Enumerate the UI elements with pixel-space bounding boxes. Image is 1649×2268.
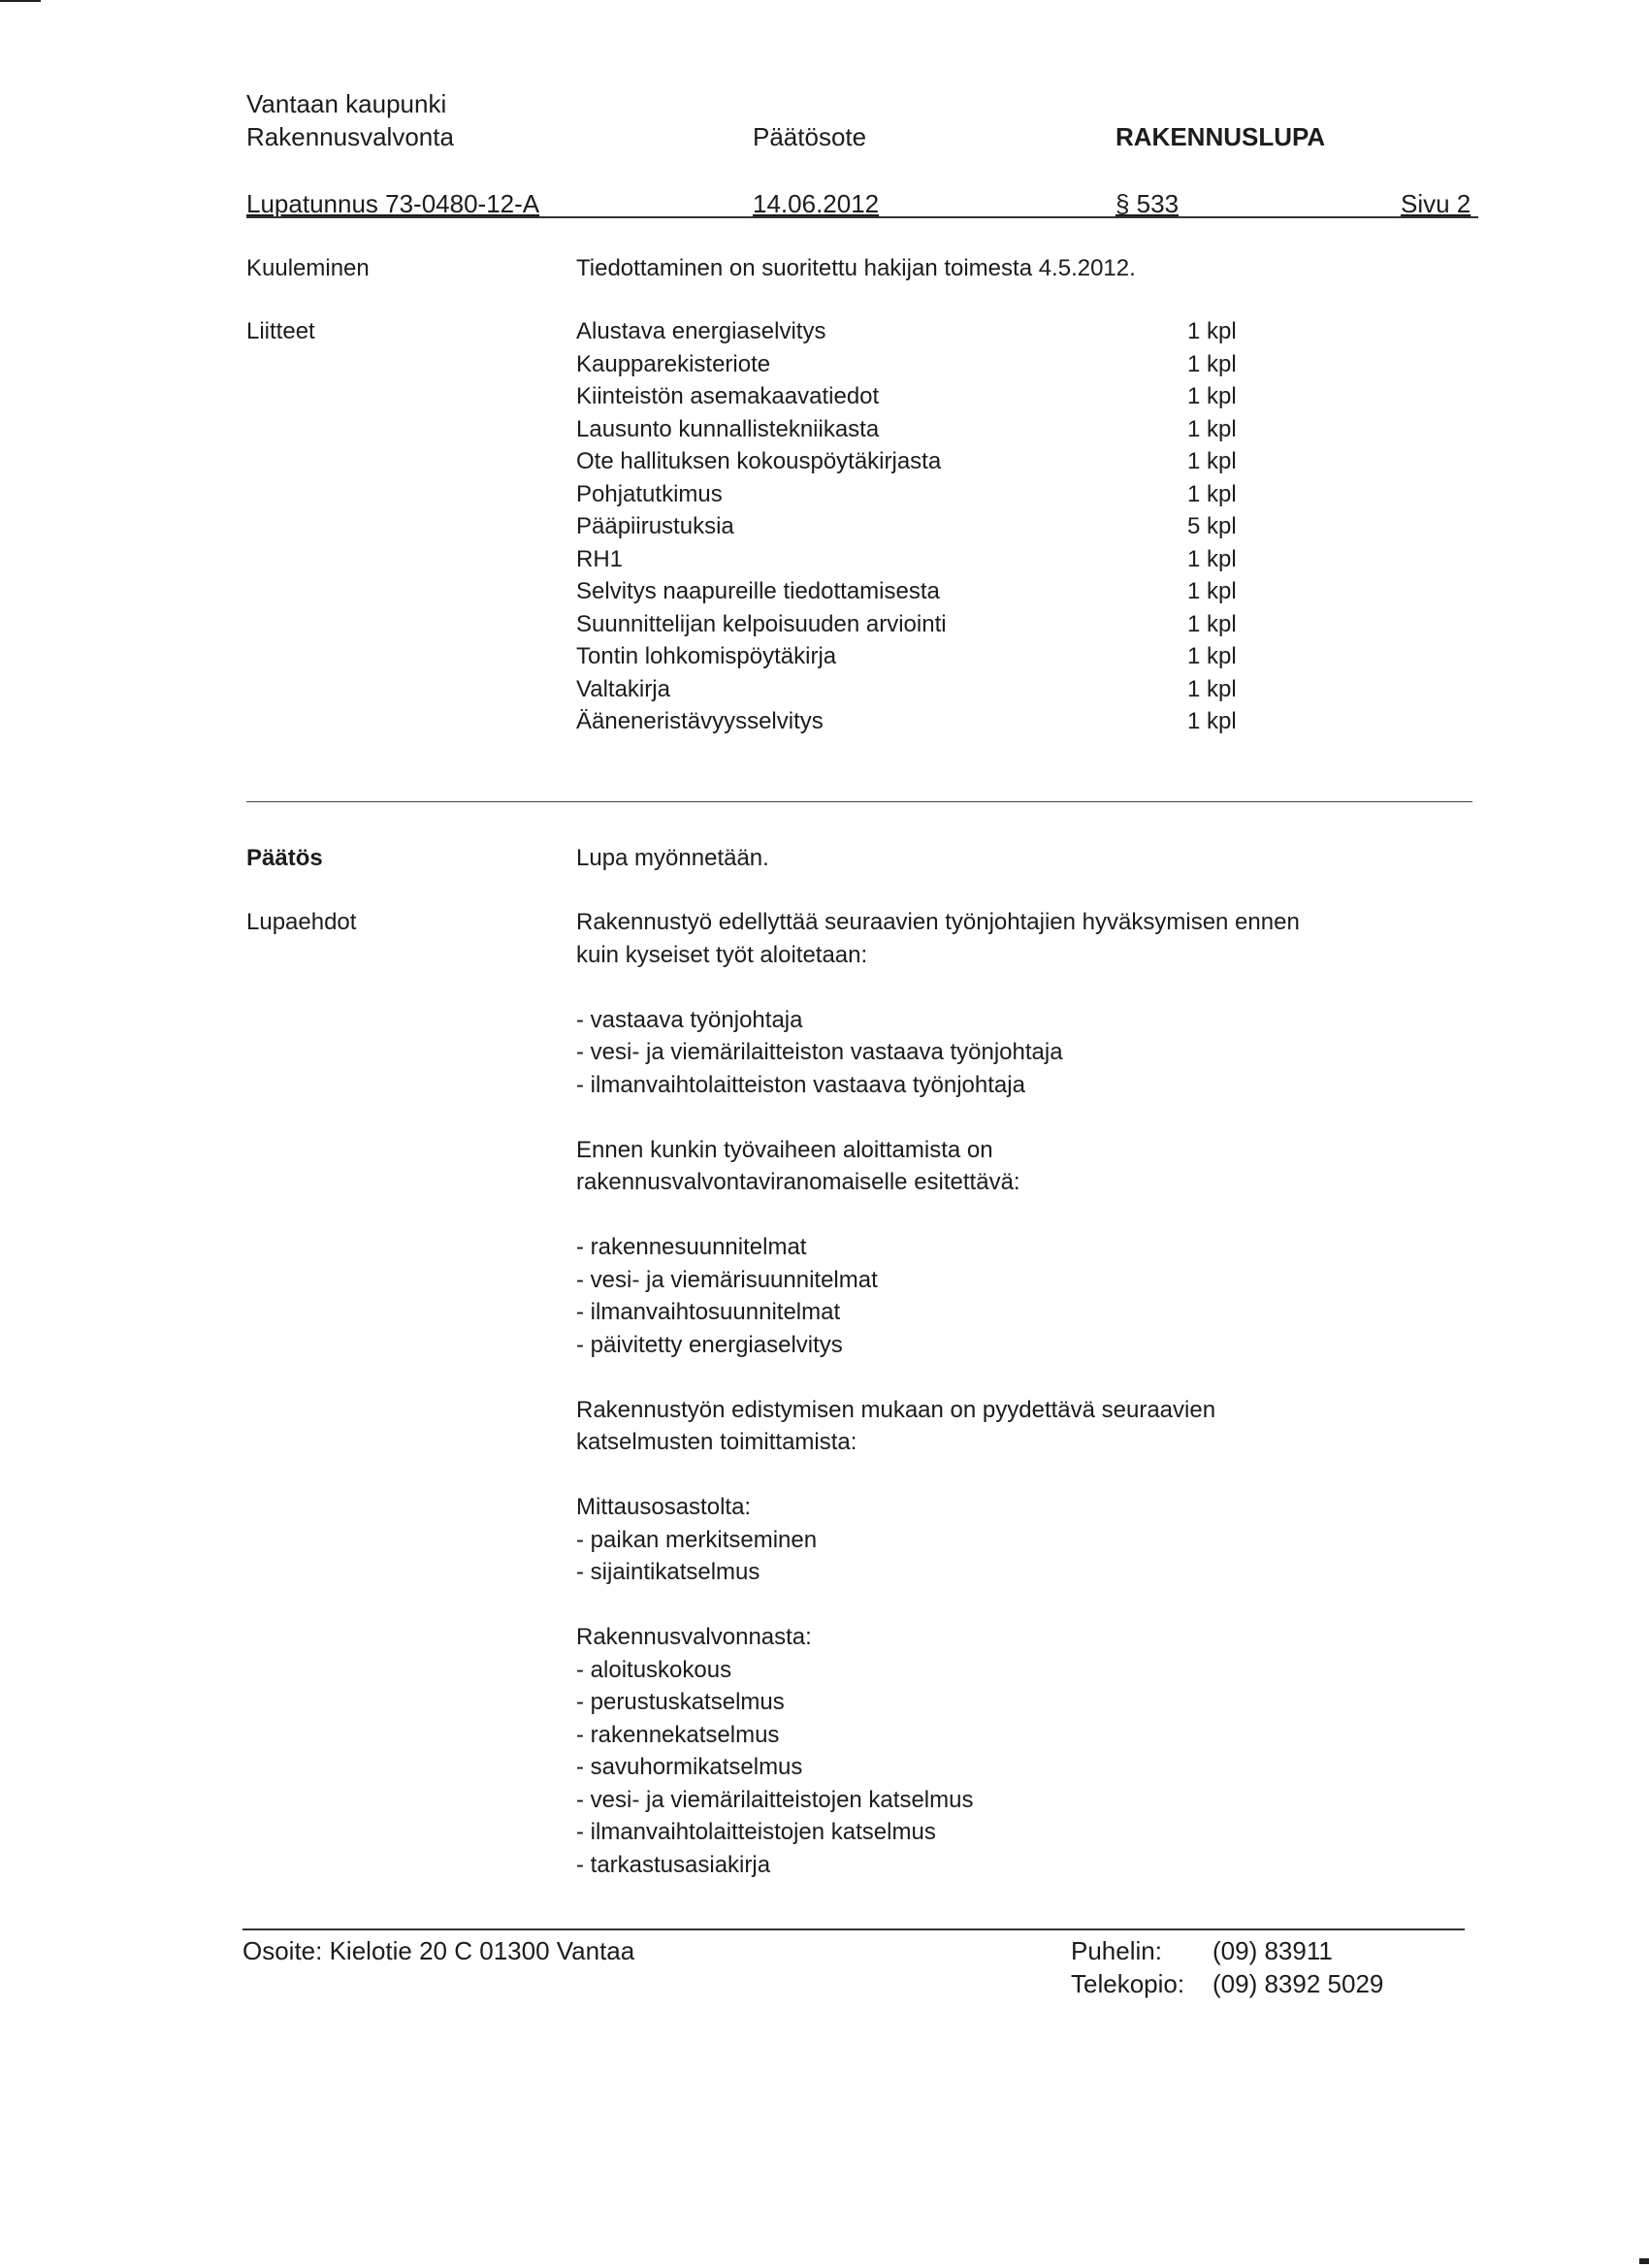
attachment-item: Lausunto kunnallistekniikasta [576, 415, 880, 442]
plan-item: - vesi- ja viemärisuunnitelmat [576, 1266, 878, 1293]
attachment-qty: 1 kpl [1187, 610, 1237, 637]
decision-date: 14.06.2012 [753, 189, 880, 218]
inspections-intro-line: katselmusten toimittamista: [576, 1429, 857, 1455]
building-control-item: - savuhormikatselmus [576, 1754, 803, 1780]
doc-title: RAKENNUSLUPA [1116, 122, 1326, 151]
plan-item: - rakennesuunnitelmat [576, 1234, 807, 1260]
attachment-item: Kiinteistön asemakaavatiedot [576, 383, 880, 409]
attachment-qty: 1 kpl [1187, 578, 1237, 604]
building-control-item: - perustuskatselmus [576, 1689, 785, 1715]
attachment-item: Pohjatutkimus [576, 480, 723, 507]
conditions-label: Lupaehdot [246, 909, 357, 935]
attachment-qty: 1 kpl [1187, 480, 1237, 507]
attachment-quantities [1187, 315, 1237, 738]
attachment-qty: 1 kpl [1187, 545, 1237, 572]
building-control-heading: Rakennusvalvonnasta: [576, 1624, 812, 1650]
attachments-label: Liitteet [246, 318, 315, 344]
supervisor-item: - ilmanvaihtolaitteiston vastaava työnjohtaja [576, 1071, 1025, 1098]
attachment-qty: 1 kpl [1187, 448, 1237, 474]
attachment-item: Valtakirja [576, 675, 670, 702]
attachment-qty: 1 kpl [1187, 708, 1237, 734]
conditions-intro-line: kuin kyseiset työt aloitetaan: [576, 941, 868, 968]
attachment-item: Suunnittelijan kelpoisuuden arviointi [576, 610, 947, 637]
header-rule [246, 216, 1478, 218]
building-control-item: - ilmanvaihtolaitteistojen katselmus [576, 1819, 936, 1845]
phone-label: Puhelin: [1071, 1936, 1162, 1965]
attachment-item: Pääpiirustuksia [576, 513, 734, 539]
attachment-item: Kaupparekisteriote [576, 350, 771, 377]
fax-number: (09) 8392 5029 [1212, 1969, 1384, 1998]
attachment-qty: 1 kpl [1187, 350, 1237, 377]
attachment-qty: 1 kpl [1187, 318, 1237, 344]
supervisor-item: - vesi- ja viemärilaitteiston vastaava työnjohtaja [576, 1039, 1063, 1065]
hearing-text: Tiedottaminen on suoritettu hakijan toimesta 4.5.2012. [576, 255, 1136, 281]
attachment-names [576, 315, 947, 738]
supervisor-item: - vastaava työnjohtaja [576, 1006, 803, 1033]
doc-type: Päätösote [753, 122, 867, 151]
attachment-item: Tontin lohkomispöytäkirja [576, 643, 837, 669]
footer-address: Osoite: Kielotie 20 C 01300 Vantaa [242, 1936, 635, 1965]
scan-mark-bottom-right [1639, 2258, 1649, 2264]
attachment-item: Selvitys naapureille tiedottamisesta [576, 578, 940, 604]
building-control-item: - aloituskokous [576, 1656, 732, 1683]
department: Rakennusvalvonta [246, 122, 454, 151]
attachment-qty: 1 kpl [1187, 675, 1237, 702]
plans-intro-line: Ennen kunkin työvaiheen aloittamista on [576, 1136, 993, 1163]
plan-item: - päivitetty energiaselvitys [576, 1331, 843, 1358]
plans-intro-line: rakennusvalvontaviranomaiselle esitettävä: [576, 1169, 1020, 1195]
attachment-qty: 5 kpl [1187, 513, 1237, 539]
attachment-qty: 1 kpl [1187, 415, 1237, 442]
attachment-item: Alustava energiaselvitys [576, 318, 826, 344]
attachment-item: RH1 [576, 545, 624, 572]
attachment-qty: 1 kpl [1187, 643, 1237, 669]
attachment-qty: 1 kpl [1187, 383, 1237, 409]
survey-item: - paikan merkitseminen [576, 1526, 818, 1553]
building-control-item: - vesi- ja viemärilaitteistojen katselmus [576, 1786, 974, 1813]
scan-mark-top-left [0, 0, 41, 2]
survey-item: - sijaintikatselmus [576, 1559, 760, 1585]
permit-id: Lupatunnus 73-0480-12-A [246, 189, 540, 218]
fax-label: Telekopio: [1071, 1969, 1185, 1998]
survey-heading: Mittausosastolta: [576, 1494, 752, 1520]
building-control-item: - rakennekatselmus [576, 1721, 780, 1748]
attachment-item: Ääneneristävyysselvitys [576, 708, 824, 734]
phone-number: (09) 83911 [1212, 1936, 1333, 1965]
attachment-item: Ote hallituksen kokouspöytäkirjasta [576, 448, 942, 474]
decision-text: Lupa myönnetään. [576, 845, 769, 871]
plan-item: - ilmanvaihtosuunnitelmat [576, 1299, 841, 1325]
section-number: § 533 [1116, 189, 1180, 218]
hearing-label: Kuuleminen [246, 255, 370, 281]
conditions-body [576, 906, 1300, 1881]
org-name: Vantaan kaupunki [246, 89, 447, 118]
decision-label: Päätös [246, 845, 323, 871]
footer-rule [242, 1928, 1465, 1930]
section-divider [246, 801, 1472, 802]
inspections-intro-line: Rakennustyön edistymisen mukaan on pyydettävä seuraavien [576, 1396, 1216, 1423]
page-number: Sivu 2 [1401, 189, 1471, 218]
building-control-item: - tarkastusasiakirja [576, 1851, 771, 1878]
conditions-intro-line: Rakennustyö edellyttää seuraavien työnjohtajien hyväksymisen ennen [576, 909, 1300, 935]
